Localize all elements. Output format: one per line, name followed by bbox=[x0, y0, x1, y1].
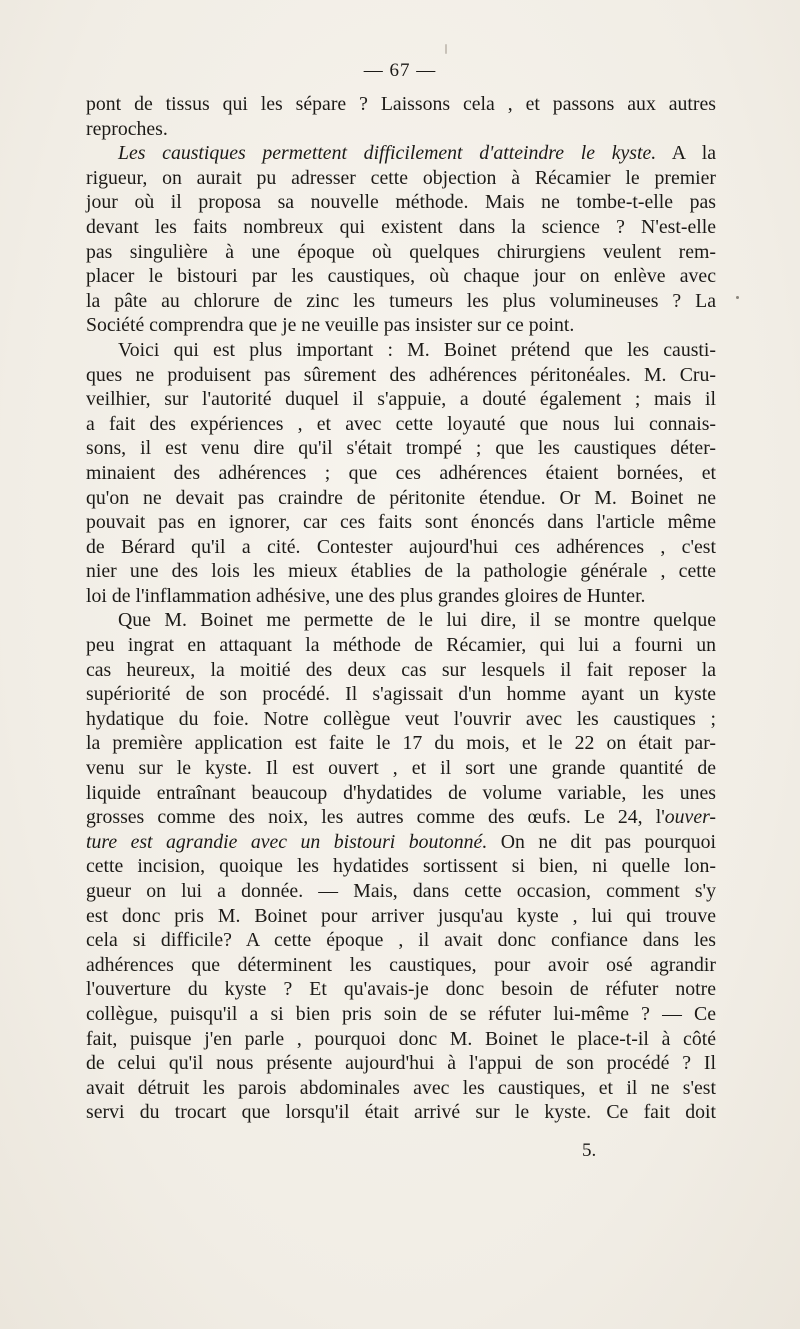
text-line: l'ouverture du kyste ? Et qu'avais-je donc besoin de réfuter notre bbox=[86, 978, 716, 1001]
text-line: loi de l'inflammation adhésive, une des plus grandes gloires de Hunter. bbox=[86, 584, 646, 607]
text-line: rigueur, on aurait pu adresser cette objection à Récamier le premier bbox=[86, 166, 716, 189]
text-line: qu'on ne devait pas craindre de péritonite étendue. Or M. Boinet ne bbox=[86, 486, 716, 509]
text-line: servi du trocart que lorsqu'il était arrivé sur le kyste. Ce fait doit bbox=[86, 1101, 716, 1124]
text-line: ques ne produisent pas sûrement des adhérences péritonéales. M. Cru- bbox=[86, 363, 716, 386]
text-line: liquide entraînant beaucoup d'hydatides de volume variable, les unes bbox=[86, 781, 716, 804]
text-line: ture est agrandie avec un bistouri boutonné. On ne dit pas pourquoi bbox=[86, 830, 716, 853]
text-line: reproches. bbox=[86, 117, 168, 140]
text-line: Que M. Boinet me permette de le lui dire, il se montre quelque bbox=[118, 609, 716, 632]
text-line: cela si difficile? A cette époque , il avait donc confiance dans les bbox=[86, 929, 716, 952]
text-line: pas singulière à une époque où quelques chirurgiens veulent rem- bbox=[86, 240, 716, 263]
text-line: cette incision, quoique les hydatides sortissent si bien, ni quelle lon- bbox=[86, 855, 716, 878]
paper-speck bbox=[445, 44, 447, 54]
text-line: sons, il est venu dire qu'il s'était trompé ; que les caustiques déter- bbox=[86, 437, 716, 460]
text-line: grosses comme des noix, les autres comme des œufs. Le 24, l'ouver- bbox=[86, 806, 716, 829]
text-line: peu ingrat en attaquant la méthode de Récamier, qui lui a fourni un bbox=[86, 634, 716, 657]
italic-lead: ture est agrandie avec un bistouri boutonné. bbox=[86, 830, 488, 853]
text-line: Société comprendra que je ne veuille pas insister sur ce point. bbox=[86, 314, 575, 337]
page-number-header: — 67 — bbox=[363, 60, 437, 81]
text-line: minaient des adhérences ; que ces adhérences étaient bornées, et bbox=[86, 461, 716, 484]
text-line: Les caustiques permettent difficilement d'atteindre le kyste. A la bbox=[118, 142, 716, 165]
text-line: collègue, puisqu'il a si bien pris soin de se réfuter lui-même ? — Ce bbox=[86, 1002, 716, 1025]
text-line: cas heureux, la moitié des deux cas sur lesquels il fait reposer la bbox=[86, 658, 716, 681]
text-line: de celui qu'il nous présente aujourd'hui à l'appui de son procédé ? Il bbox=[86, 1052, 716, 1075]
signature-mark: 5. bbox=[582, 1140, 597, 1161]
text-line: hydatique du foie. Notre collègue veut l'ouvrir avec les caustiques ; bbox=[86, 707, 716, 730]
italic-lead: Les caustiques permettent difficilement d'atteindre le kyste. bbox=[118, 142, 657, 165]
text-line: Voici qui est plus important : M. Boinet prétend que les causti- bbox=[118, 338, 716, 361]
text-line: la première application est faite le 17 du mois, et le 22 on était par- bbox=[86, 732, 716, 755]
text-line: avait détruit les parois abdominales avec les caustiques, et il ne s'est bbox=[86, 1076, 716, 1099]
text-line: pont de tissus qui les sépare ? Laissons cela , et passons aux autres bbox=[86, 93, 716, 115]
text-line: a fait des expériences , et avec cette loyauté que nous lui connais- bbox=[86, 412, 716, 435]
italic-tail: ouver- bbox=[664, 806, 716, 829]
text-line: supériorité de son procédé. Il s'agissait d'un homme ayant un kyste bbox=[86, 683, 716, 706]
text-line: jour où il proposa sa nouvelle méthode. Mais ne tombe-t-elle pas bbox=[86, 191, 716, 214]
text-line: placer le bistouri par les caustiques, où chaque jour on enlève avec bbox=[86, 265, 716, 288]
text-line: veilhier, sur l'autorité duquel il s'appuie, a douté également ; mais il bbox=[86, 388, 716, 411]
text-line: adhérences que déterminent les caustiques, pour avoir osé agrandir bbox=[86, 953, 716, 976]
text-line: venu sur le kyste. Il est ouvert , et il sort une grande quantité de bbox=[86, 757, 716, 780]
text-line: nier une des lois les mieux établies de la pathologie générale , cette bbox=[86, 560, 716, 583]
text-line: devant les faits nombreux qui existent dans la science ? N'est-elle bbox=[86, 215, 716, 238]
text-line: la pâte au chlorure de zinc les tumeurs les plus volumineuses ? La bbox=[86, 289, 716, 312]
text-line: est donc pris M. Boinet pour arriver jusqu'au kyste , lui qui trouve bbox=[86, 904, 716, 927]
text-line: pouvait pas en ignorer, car ces faits sont énoncés dans l'article même bbox=[86, 511, 716, 534]
text-line: gueur on lui a donnée. — Mais, dans cette occasion, comment s'y bbox=[86, 880, 716, 902]
text-line: de Bérard qu'il a cité. Contester aujourd'hui ces adhérences , c'est bbox=[86, 535, 716, 558]
text-line: fait, puisque j'en parle , pourquoi donc M. Boinet le place-t-il à côté bbox=[86, 1027, 716, 1050]
body-text bbox=[86, 92, 716, 1125]
paper-speck bbox=[736, 296, 739, 299]
